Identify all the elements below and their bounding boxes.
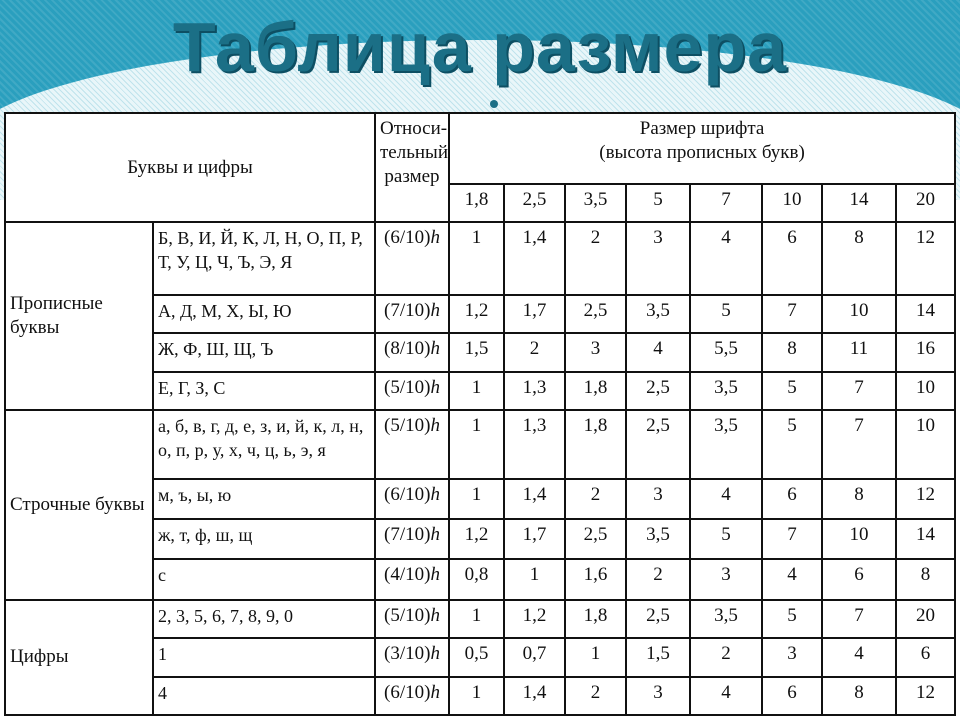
- size-value-cell: 4: [690, 479, 762, 519]
- size-value-cell: 3,5: [690, 372, 762, 410]
- letters-cell: Ж, Ф, Ш, Щ, Ъ: [153, 333, 375, 371]
- slide-title: Таблица размера: [172, 8, 788, 86]
- size-value-cell: 5,5: [690, 333, 762, 371]
- size-value-cell: 12: [896, 222, 955, 295]
- relative-size-cell: (6/10)h: [375, 677, 449, 715]
- relative-header-line: тельный: [380, 142, 448, 163]
- size-value-cell: 2: [626, 559, 690, 599]
- size-value-cell: 3,5: [690, 410, 762, 479]
- font-size-subtitle: (высота прописных букв): [599, 142, 805, 163]
- table-row: [5, 410, 955, 479]
- letters-cell: 4: [153, 677, 375, 715]
- size-value-cell: 1,8: [565, 410, 626, 479]
- size-value-cell: 1: [449, 222, 504, 295]
- size-value-cell: 2: [565, 677, 626, 715]
- size-value-cell: 2: [565, 479, 626, 519]
- size-value-cell: 4: [690, 677, 762, 715]
- size-value-cell: 1: [449, 600, 504, 638]
- relative-size-cell: (4/10)h: [375, 559, 449, 599]
- size-value-cell: 1,6: [565, 559, 626, 599]
- letters-cell: м, ъ, ы, ю: [153, 479, 375, 519]
- size-value-cell: 7: [762, 519, 822, 559]
- size-value-cell: 1: [449, 372, 504, 410]
- relative-size-header: [375, 113, 449, 222]
- size-value-cell: 7: [822, 410, 896, 479]
- size-value-cell: 12: [896, 677, 955, 715]
- group-label: Цифры: [5, 600, 153, 715]
- size-value-cell: 2,5: [626, 600, 690, 638]
- size-value-cell: 8: [822, 222, 896, 295]
- size-value-cell: 1: [449, 479, 504, 519]
- size-value-cell: 6: [822, 559, 896, 599]
- size-value-cell: 2: [565, 222, 626, 295]
- letters-cell: а, б, в, г, д, е, з, и, й, к, л, н, о, п, р, у, х, ч, ц, ь, э, я: [153, 410, 375, 479]
- size-value-cell: 5: [762, 600, 822, 638]
- size-value-cell: 12: [896, 479, 955, 519]
- header-row: [5, 113, 955, 184]
- font-size-table: [4, 112, 956, 716]
- relative-size-cell: (6/10)h: [375, 222, 449, 295]
- size-value-cell: 3: [626, 479, 690, 519]
- size-value-cell: 6: [896, 638, 955, 676]
- font-size-header: [449, 113, 955, 184]
- letters-cell: Е, Г, З, С: [153, 372, 375, 410]
- size-value-cell: 1,4: [504, 222, 565, 295]
- relative-size-cell: (5/10)h: [375, 372, 449, 410]
- table-row: [5, 600, 955, 638]
- size-header-cell: 1,8: [449, 184, 504, 222]
- size-value-cell: 5: [762, 372, 822, 410]
- size-value-cell: 4: [762, 559, 822, 599]
- relative-size-cell: (7/10)h: [375, 519, 449, 559]
- size-value-cell: 7: [822, 372, 896, 410]
- table-body: [5, 113, 955, 715]
- letters-cell: 2, 3, 5, 6, 7, 8, 9, 0: [153, 600, 375, 638]
- size-value-cell: 16: [896, 333, 955, 371]
- size-value-cell: 3,5: [690, 600, 762, 638]
- size-header-cell: 7: [690, 184, 762, 222]
- letters-cell: 1: [153, 638, 375, 676]
- size-value-cell: 1,5: [449, 333, 504, 371]
- size-value-cell: 0,8: [449, 559, 504, 599]
- size-value-cell: 8: [822, 677, 896, 715]
- size-value-cell: 1: [449, 410, 504, 479]
- size-value-cell: 5: [690, 295, 762, 333]
- letters-cell: А, Д, М, Х, Ы, Ю: [153, 295, 375, 333]
- size-value-cell: 2,5: [565, 519, 626, 559]
- relative-size-cell: (6/10)h: [375, 479, 449, 519]
- size-value-cell: 3: [565, 333, 626, 371]
- size-value-cell: 14: [896, 519, 955, 559]
- size-value-cell: 3: [626, 677, 690, 715]
- size-value-cell: 4: [690, 222, 762, 295]
- letters-cell: с: [153, 559, 375, 599]
- size-value-cell: 1: [504, 559, 565, 599]
- relative-size-cell: (7/10)h: [375, 295, 449, 333]
- size-value-cell: 1,3: [504, 410, 565, 479]
- size-value-cell: 1,4: [504, 479, 565, 519]
- size-value-cell: 10: [822, 295, 896, 333]
- size-value-cell: 1,5: [626, 638, 690, 676]
- relative-size-cell: (3/10)h: [375, 638, 449, 676]
- size-value-cell: 1,8: [565, 372, 626, 410]
- size-value-cell: 2,5: [626, 410, 690, 479]
- size-value-cell: 2: [504, 333, 565, 371]
- size-value-cell: 1,7: [504, 519, 565, 559]
- size-value-cell: 1,2: [449, 519, 504, 559]
- size-header-cell: 20: [896, 184, 955, 222]
- size-value-cell: 4: [626, 333, 690, 371]
- size-value-cell: 8: [762, 333, 822, 371]
- size-value-cell: 8: [896, 559, 955, 599]
- size-value-cell: 3: [690, 559, 762, 599]
- size-value-cell: 6: [762, 677, 822, 715]
- relative-header-line: Относи-: [380, 118, 448, 139]
- size-value-cell: 14: [896, 295, 955, 333]
- size-value-cell: 7: [762, 295, 822, 333]
- size-value-cell: 20: [896, 600, 955, 638]
- size-header-cell: 14: [822, 184, 896, 222]
- size-value-cell: 2,5: [626, 372, 690, 410]
- relative-size-cell: (8/10)h: [375, 333, 449, 371]
- size-header-cell: 2,5: [504, 184, 565, 222]
- size-value-cell: 3,5: [626, 519, 690, 559]
- size-header-cell: 3,5: [565, 184, 626, 222]
- size-value-cell: 1,2: [504, 600, 565, 638]
- size-value-cell: 1,2: [449, 295, 504, 333]
- title-dot-decoration: [490, 100, 498, 108]
- letters-cell: Б, В, И, Й, К, Л, Н, О, П, Р, Т, У, Ц, Ч, Ъ, Э, Я: [153, 222, 375, 295]
- size-value-cell: 2,5: [565, 295, 626, 333]
- size-value-cell: 2: [690, 638, 762, 676]
- size-value-cell: 1,4: [504, 677, 565, 715]
- size-value-cell: 1,8: [565, 600, 626, 638]
- size-value-cell: 10: [822, 519, 896, 559]
- size-value-cell: 5: [762, 410, 822, 479]
- group-label: Прописные буквы: [5, 222, 153, 410]
- relative-size-cell: (5/10)h: [375, 600, 449, 638]
- size-value-cell: 1: [449, 677, 504, 715]
- size-value-cell: 3,5: [626, 295, 690, 333]
- size-value-cell: 3: [626, 222, 690, 295]
- relative-header-line: размер: [384, 166, 440, 187]
- letters-cell: ж, т, ф, ш, щ: [153, 519, 375, 559]
- size-value-cell: 11: [822, 333, 896, 371]
- size-header-cell: 10: [762, 184, 822, 222]
- relative-size-cell: (5/10)h: [375, 410, 449, 479]
- size-value-cell: 1,3: [504, 372, 565, 410]
- size-value-cell: 1: [565, 638, 626, 676]
- size-value-cell: 8: [822, 479, 896, 519]
- size-value-cell: 4: [822, 638, 896, 676]
- size-value-cell: 10: [896, 410, 955, 479]
- size-value-cell: 5: [690, 519, 762, 559]
- size-value-cell: 0,7: [504, 638, 565, 676]
- size-value-cell: 1,7: [504, 295, 565, 333]
- group-label: Строчные буквы: [5, 410, 153, 600]
- size-value-cell: 6: [762, 222, 822, 295]
- table-row: [5, 222, 955, 295]
- letters-header: Буквы и цифры: [5, 113, 375, 222]
- size-value-cell: 0,5: [449, 638, 504, 676]
- size-value-cell: 3: [762, 638, 822, 676]
- size-value-cell: 7: [822, 600, 896, 638]
- font-size-title: Размер шрифта: [639, 118, 765, 139]
- size-header-cell: 5: [626, 184, 690, 222]
- size-value-cell: 6: [762, 479, 822, 519]
- size-value-cell: 10: [896, 372, 955, 410]
